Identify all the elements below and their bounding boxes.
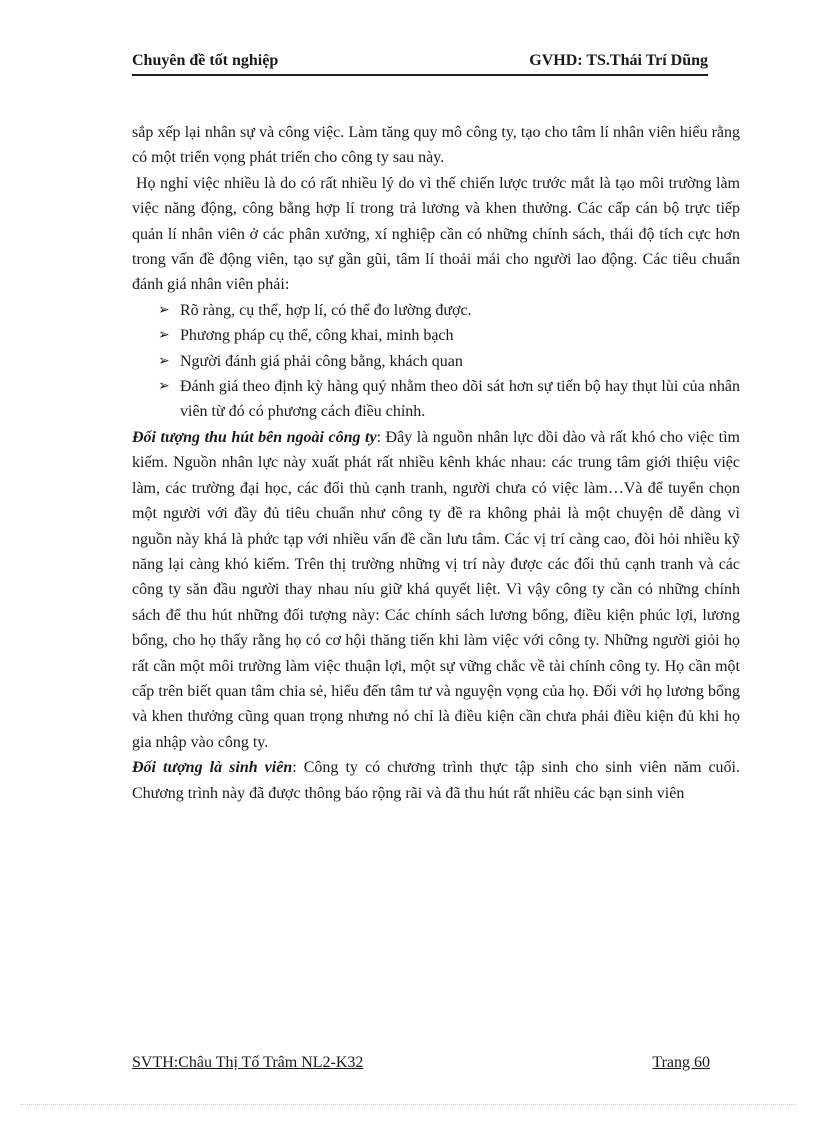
paragraph-1: sắp xếp lại nhân sự và công việc. Làm tăng quy mô công ty, tạo cho tâm lí nhân viên hiểu rằng có một triển vọng phát triển cho công ty sau này.	[132, 124, 740, 167]
paragraph-4-lead: Đối tượng là sinh viên	[132, 759, 293, 777]
page-header	[132, 50, 708, 76]
paragraph-4	[132, 755, 740, 806]
list-item-text: Người đánh giá phải công bằng, khách quan	[180, 352, 463, 370]
paragraph-3	[132, 425, 740, 755]
list-item-text: Đánh giá theo định kỳ hàng quý nhằm theo dõi sát hơn sự tiến bộ hay thụt lùi của nhân viên từ đó có phương cách điều chỉnh.	[180, 378, 740, 421]
page-edge-divider	[20, 1104, 796, 1105]
list-item	[132, 349, 740, 374]
list-item	[132, 323, 740, 348]
list-item-text: Rõ ràng, cụ thể, hợp lí, có thể đo lường được.	[180, 301, 472, 319]
list-item	[132, 298, 740, 323]
paragraph-2: Họ nghỉ việc nhiều là do có rất nhiều lý do vì thế chiến lược trước mắt là tạo môi trường làm việc năng động, công bằng hợp lí trong trả lương và khen thưởng. Các cấp cán bộ trực tiếp quản lí nhân viên ở các phân xưởng, xí nghiệp cần có những chính sách, thái độ tích cực hơn trong vấn đề động viên, tạo sự gần gũi, tâm lí thoải mái cho người lao động. Các tiêu chuẩn đánh giá nhân viên phải:	[132, 174, 740, 294]
arrow-bullet-icon: ➢	[158, 379, 170, 395]
arrow-bullet-icon: ➢	[158, 328, 170, 344]
footer-page-number: Trang 60	[652, 1054, 710, 1071]
page-footer	[132, 1054, 710, 1074]
list-item	[132, 374, 740, 425]
paragraph-4-text: : Công ty có chương trình thực tập sinh cho sinh viên năm cuối. Chương trình này đã được thông báo rộng rãi và đã thu hút rất nhiều các bạn sinh viên	[132, 759, 741, 802]
header-title: Chuyên đề tốt nghiệp	[132, 52, 279, 69]
paragraph-3-text: : Đây là nguồn nhân lực dồi dào và rất khó cho việc tìm kiếm. Nguồn nhân lực này xuất phát rất nhiều kênh khác nhau: các trung tâm giới thiệu việc làm, các trường đại học, các đối thủ cạnh tranh, người chưa có việc làm…Và để tuyển chọn một người với đầy đủ tiêu chuẩn như công ty đề ra không phải là một chuyện dễ dàng vì nguồn này khá là phức tạp với nhiều vấn đề cần lưu tâm. Các vị trí càng cao, đòi hỏi nhiều kỹ năng lại càng khó kiếm. Trên thị trường những vị trí này được các đối thủ cạnh tranh và các công ty săn đầu người thay nhau níu giữ khá quyết liệt. Vì vậy công ty cần có những chính sách để thu hút những đối tượng này: Các chính sách lương bổng, điều kiện phúc lợi, lương bổng, cho họ thấy rằng họ có cơ hội thăng tiến khi làm việc với công ty. Những người giỏi họ rất cần một môi trường làm việc thuận lợi, một sự vững chắc về tài chính công ty. Họ cần một cấp trên biết quan tâm chia sẻ, hiểu đến tâm tư và nguyện vọng của họ. Đối với họ lương bổng và khen thưởng cũng quan trọng nhưng nó chỉ là điều kiện cần chưa phải điều kiện đủ khi họ gia nhập vào công ty.	[132, 428, 741, 751]
criteria-list	[132, 298, 740, 425]
arrow-bullet-icon: ➢	[158, 302, 170, 318]
list-item-text: Phương pháp cụ thể, công khai, minh bạch	[180, 327, 454, 345]
arrow-bullet-icon: ➢	[158, 353, 170, 369]
page-content	[132, 120, 740, 806]
footer-author: SVTH:Châu Thị Tố Trâm NL2-K32	[132, 1054, 364, 1071]
header-advisor: GVHD: TS.Thái Trí Dũng	[529, 52, 708, 69]
paragraph-3-lead: Đối tượng thu hút bên ngoài công ty	[132, 428, 377, 446]
